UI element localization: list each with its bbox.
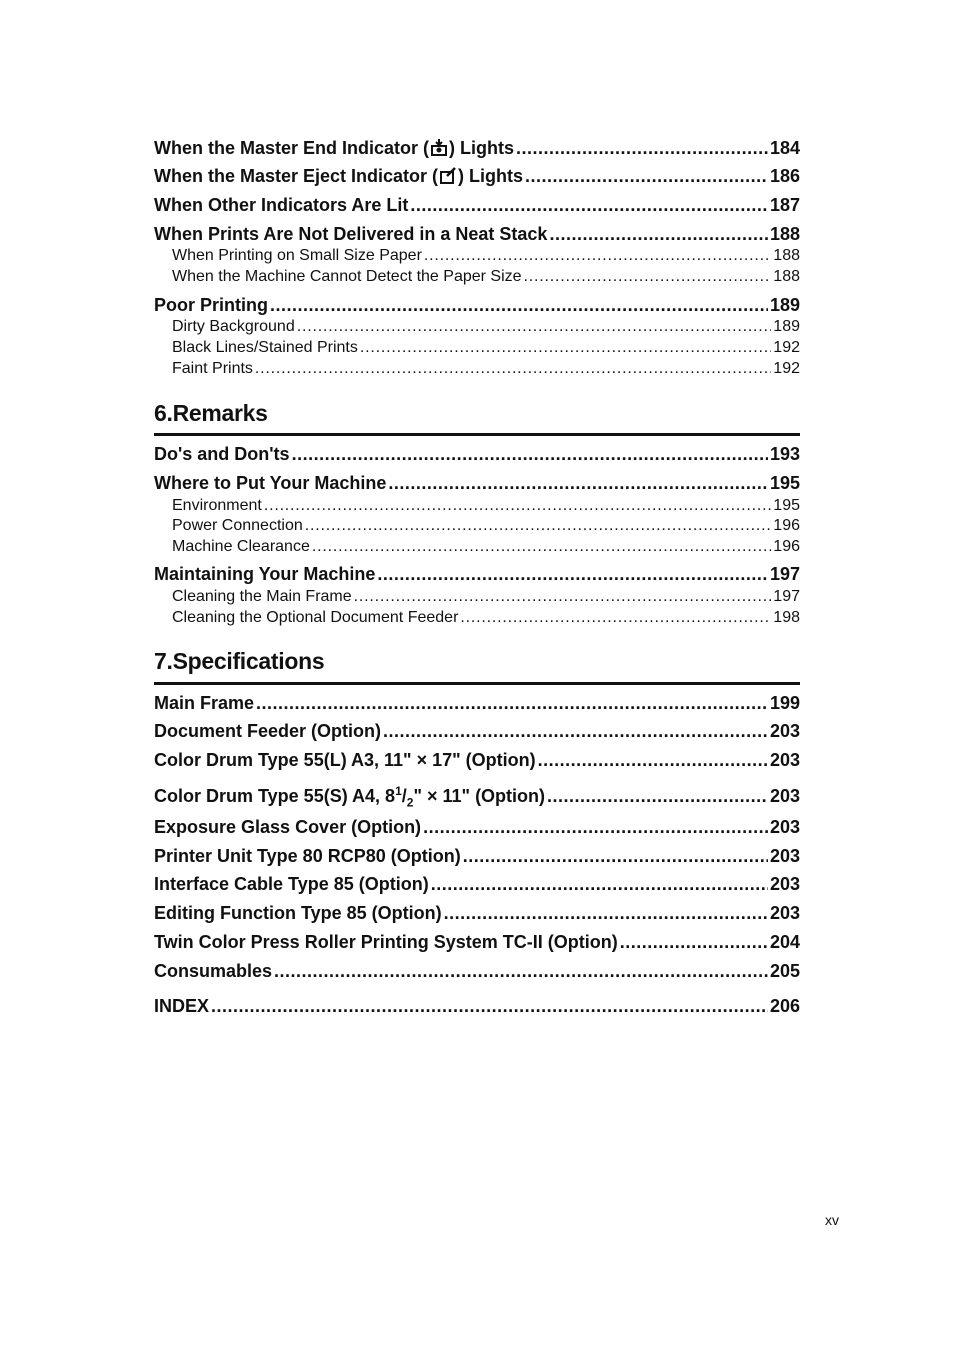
toc-entry[interactable]: Do's and Don'ts ..... 193	[154, 444, 800, 465]
toc-subentry[interactable]: Faint Prints ..... 192	[154, 360, 800, 378]
toc-entry[interactable]: Where to Put Your Machine ..... 195	[154, 473, 800, 494]
toc-entry[interactable]: Main Frame ..... 199	[154, 693, 800, 714]
toc-entry[interactable]: When the Master End Indicator ( ) Lights ..... 184	[154, 138, 800, 161]
toc-entry[interactable]: Twin Color Press Roller Printing System TC-II (Option) ..... 204	[154, 932, 800, 953]
toc-subentry[interactable]: Environment ..... 195	[154, 497, 800, 515]
toc-subentry[interactable]: Cleaning the Main Frame ..... 197	[154, 588, 800, 606]
toc-entry[interactable]: Consumables ..... 205	[154, 961, 800, 982]
toc-entry-index[interactable]: INDEX ..... 206	[154, 996, 800, 1017]
toc-entry[interactable]: Document Feeder (Option) ..... 203	[154, 721, 800, 742]
toc-subentry[interactable]: When the Machine Cannot Detect the Paper Size ..... 188	[154, 268, 800, 286]
toc-entry[interactable]: Editing Function Type 85 (Option) ..... 203	[154, 903, 800, 924]
toc-entry[interactable]: Color Drum Type 55(L) A3, 11" × 17" (Option) ..... 203	[154, 750, 800, 771]
toc-subentry[interactable]: Cleaning the Optional Document Feeder ..... 198	[154, 609, 800, 627]
page-number: xv	[825, 1212, 839, 1228]
toc-entry[interactable]: When the Master Eject Indicator ( ) Lights ..... 186	[154, 166, 800, 189]
toc-subentry[interactable]: Dirty Background ..... 189	[154, 318, 800, 336]
toc-entry[interactable]: When Other Indicators Are Lit ..... 187	[154, 195, 800, 216]
chapter-heading-remarks: 6.Remarks	[154, 400, 268, 426]
master-eject-icon	[439, 166, 457, 189]
toc-subentry[interactable]: Machine Clearance ..... 196	[154, 538, 800, 556]
toc-entry[interactable]: When Prints Are Not Delivered in a Neat Stack ..... 188	[154, 224, 800, 245]
toc-subentry[interactable]: Black Lines/Stained Prints ..... 192	[154, 339, 800, 357]
chapter-rule	[154, 433, 800, 436]
toc-entry[interactable]: Printer Unit Type 80 RCP80 (Option) ..... 203	[154, 846, 800, 867]
toc-entry[interactable]: Poor Printing ..... 189	[154, 295, 800, 316]
chapter-heading-specifications: 7.Specifications	[154, 648, 325, 674]
toc-entry[interactable]: Interface Cable Type 85 (Option) ..... 203	[154, 874, 800, 895]
master-end-icon	[430, 138, 448, 161]
toc-entry[interactable]: Color Drum Type 55(S) A4, $8^1/_2$" × 11" (Option) ..... 203	[154, 784, 800, 810]
toc-subentry[interactable]: Power Connection ..... 196	[154, 517, 800, 535]
toc-entry[interactable]: Maintaining Your Machine ..... 197	[154, 564, 800, 585]
toc-entry[interactable]: Exposure Glass Cover (Option) ..... 203	[154, 817, 800, 838]
toc-subentry[interactable]: When Printing on Small Size Paper ..... 188	[154, 247, 800, 265]
chapter-rule	[154, 682, 800, 685]
